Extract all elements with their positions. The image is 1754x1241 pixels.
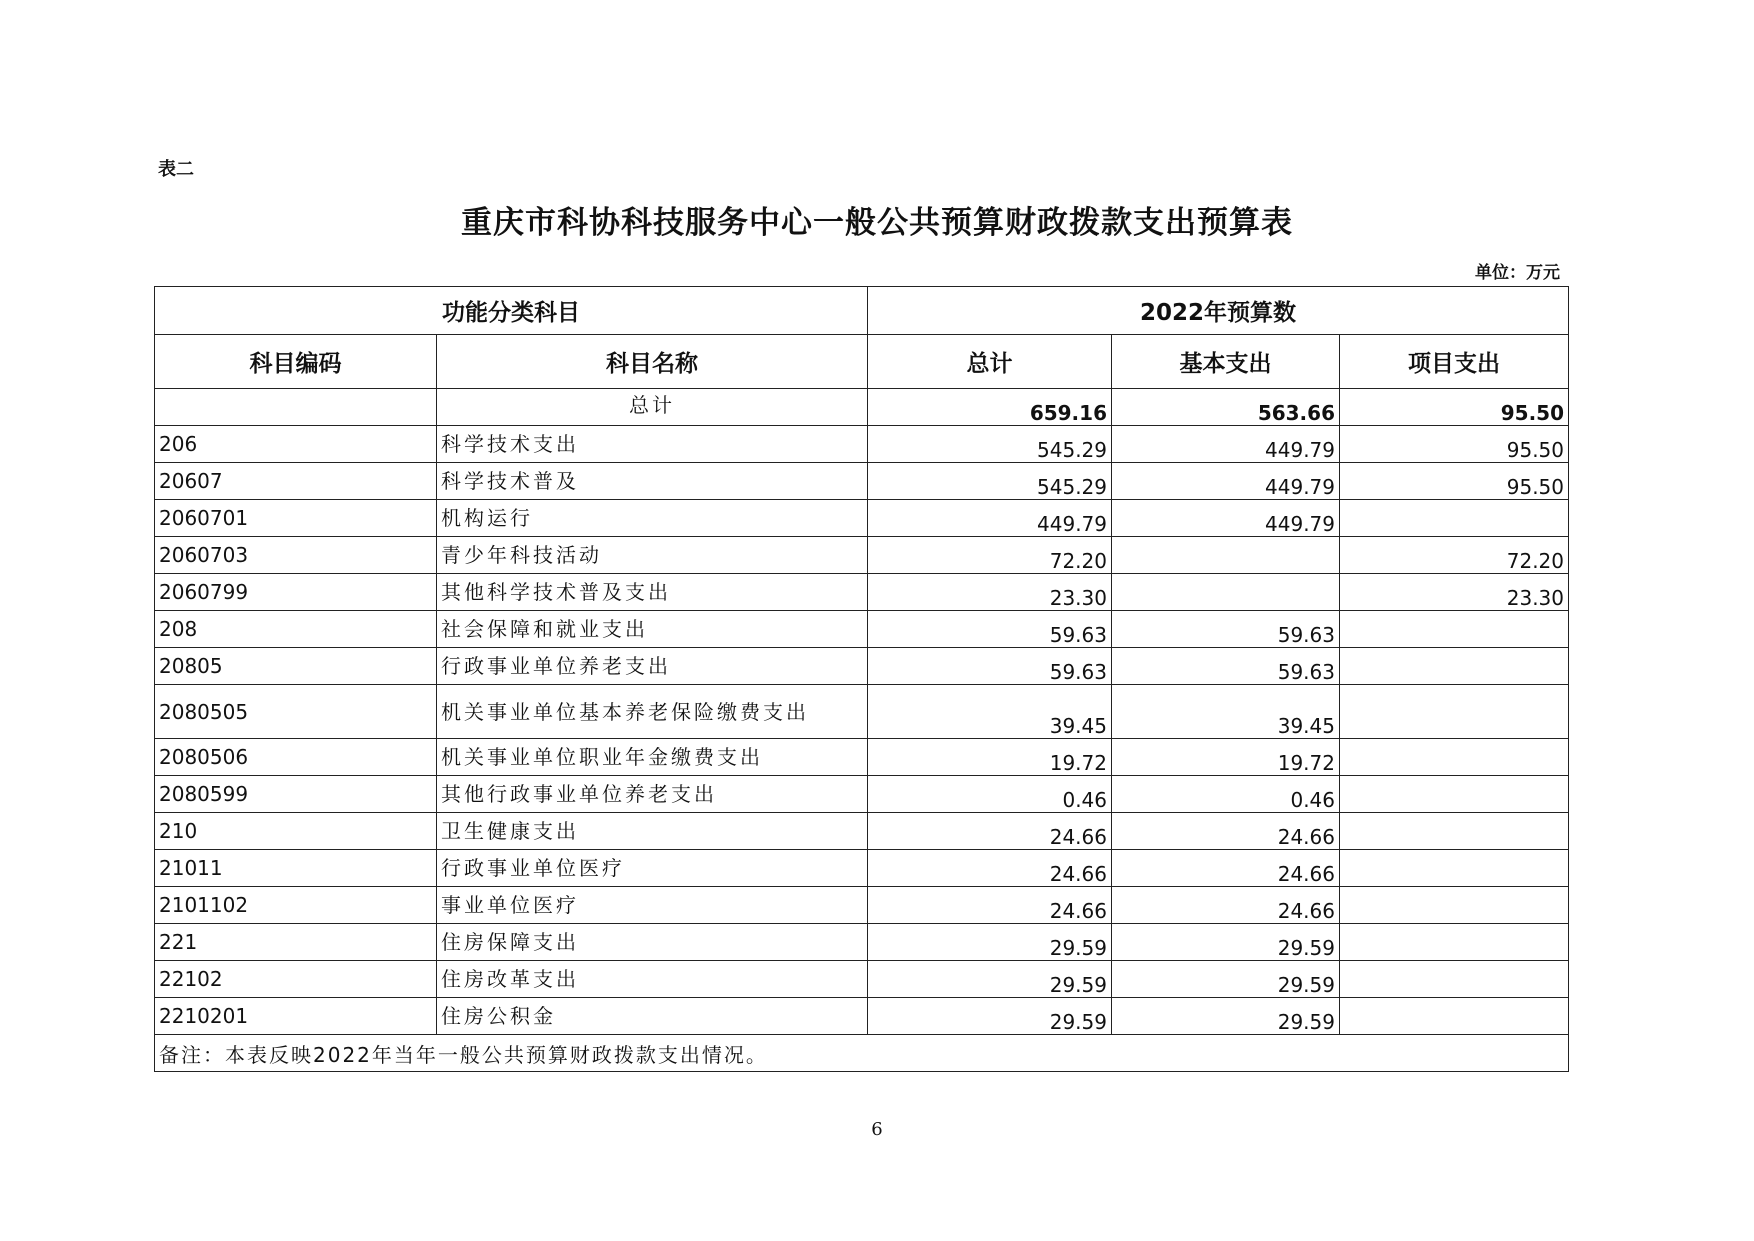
row-project-cell	[1340, 648, 1569, 685]
row-basic-cell: 29.59	[1112, 961, 1340, 998]
table-row	[155, 611, 1569, 648]
row-name-cell: 住房公积金	[437, 998, 868, 1035]
unit-label: 单位：万元	[1475, 263, 1560, 283]
row-basic-cell: 39.45	[1112, 685, 1340, 739]
table-row	[155, 961, 1569, 998]
row-project-cell: 95.50	[1340, 426, 1569, 463]
row-code-cell: 206	[155, 426, 437, 463]
row-name-cell: 其他行政事业单位养老支出	[437, 776, 868, 813]
group-header-row	[155, 287, 1569, 335]
row-code-cell: 20805	[155, 648, 437, 685]
table-row	[155, 776, 1569, 813]
column-header-name: 科目名称	[437, 335, 868, 389]
row-name-cell: 青少年科技活动	[437, 537, 868, 574]
row-project-cell	[1340, 961, 1569, 998]
row-basic-cell: 449.79	[1112, 426, 1340, 463]
row-total-cell: 545.29	[868, 426, 1112, 463]
row-project-cell	[1340, 611, 1569, 648]
row-name-cell: 机关事业单位基本养老保险缴费支出	[437, 685, 868, 739]
row-total-cell: 545.29	[868, 463, 1112, 500]
row-basic-cell: 449.79	[1112, 500, 1340, 537]
row-project-cell: 23.30	[1340, 574, 1569, 611]
table-row	[155, 998, 1569, 1035]
row-name-cell: 行政事业单位养老支出	[437, 648, 868, 685]
total-label: 总计	[437, 389, 868, 426]
table-row	[155, 648, 1569, 685]
row-name-cell: 事业单位医疗	[437, 887, 868, 924]
row-total-cell: 29.59	[868, 961, 1112, 998]
row-project-cell	[1340, 685, 1569, 739]
row-project-cell	[1340, 813, 1569, 850]
table-row	[155, 813, 1569, 850]
column-header-project: 项目支出	[1340, 335, 1569, 389]
row-name-cell: 科学技术支出	[437, 426, 868, 463]
column-header-total: 总计	[868, 335, 1112, 389]
table-row	[155, 685, 1569, 739]
remark-row	[155, 1035, 1569, 1072]
row-basic-cell: 0.46	[1112, 776, 1340, 813]
row-project-cell	[1340, 500, 1569, 537]
row-project-cell: 72.20	[1340, 537, 1569, 574]
row-total-cell: 59.63	[868, 648, 1112, 685]
table-row	[155, 739, 1569, 776]
total-project: 95.50	[1340, 389, 1569, 426]
table-row	[155, 924, 1569, 961]
total-basic: 563.66	[1112, 389, 1340, 426]
row-basic-cell: 24.66	[1112, 813, 1340, 850]
row-code-cell: 20607	[155, 463, 437, 500]
table-row	[155, 463, 1569, 500]
table-row	[155, 574, 1569, 611]
row-total-cell: 24.66	[868, 850, 1112, 887]
row-name-cell: 机关事业单位职业年金缴费支出	[437, 739, 868, 776]
row-name-cell: 其他科学技术普及支出	[437, 574, 868, 611]
row-name-cell: 科学技术普及	[437, 463, 868, 500]
column-header-row	[155, 335, 1569, 389]
row-project-cell	[1340, 739, 1569, 776]
row-total-cell: 24.66	[868, 813, 1112, 850]
column-header-basic: 基本支出	[1112, 335, 1340, 389]
row-total-cell: 24.66	[868, 887, 1112, 924]
row-basic-cell	[1112, 574, 1340, 611]
row-total-cell: 59.63	[868, 611, 1112, 648]
row-name-cell: 住房保障支出	[437, 924, 868, 961]
row-name-cell: 机构运行	[437, 500, 868, 537]
row-code-cell: 22102	[155, 961, 437, 998]
row-total-cell: 29.59	[868, 924, 1112, 961]
row-basic-cell: 24.66	[1112, 887, 1340, 924]
row-project-cell	[1340, 776, 1569, 813]
row-code-cell: 2060799	[155, 574, 437, 611]
row-code-cell: 208	[155, 611, 437, 648]
row-code-cell: 2080506	[155, 739, 437, 776]
row-basic-cell	[1112, 537, 1340, 574]
total-row	[155, 389, 1569, 426]
total-sum: 659.16	[868, 389, 1112, 426]
row-code-cell: 2101102	[155, 887, 437, 924]
table-row	[155, 537, 1569, 574]
row-name-cell: 社会保障和就业支出	[437, 611, 868, 648]
row-total-cell: 23.30	[868, 574, 1112, 611]
table-label: 表二	[158, 159, 194, 180]
row-name-cell: 住房改革支出	[437, 961, 868, 998]
row-project-cell	[1340, 924, 1569, 961]
budget-table	[154, 286, 1569, 1072]
row-total-cell: 72.20	[868, 537, 1112, 574]
row-basic-cell: 19.72	[1112, 739, 1340, 776]
row-code-cell: 2210201	[155, 998, 437, 1035]
row-total-cell: 29.59	[868, 998, 1112, 1035]
row-basic-cell: 59.63	[1112, 648, 1340, 685]
row-total-cell: 19.72	[868, 739, 1112, 776]
table-row	[155, 500, 1569, 537]
row-code-cell: 2060701	[155, 500, 437, 537]
table-row	[155, 426, 1569, 463]
row-basic-cell: 29.59	[1112, 924, 1340, 961]
row-basic-cell: 24.66	[1112, 850, 1340, 887]
total-code-cell	[155, 389, 437, 426]
remark-text: 备注：本表反映2022年当年一般公共预算财政拨款支出情况。	[155, 1035, 1569, 1072]
row-code-cell: 2060703	[155, 537, 437, 574]
row-code-cell: 221	[155, 924, 437, 961]
page-number: 6	[871, 1119, 883, 1140]
document-title: 重庆市科协科技服务中心一般公共预算财政拨款支出预算表	[461, 205, 1293, 241]
row-project-cell: 95.50	[1340, 463, 1569, 500]
row-name-cell: 卫生健康支出	[437, 813, 868, 850]
row-project-cell	[1340, 887, 1569, 924]
row-basic-cell: 59.63	[1112, 611, 1340, 648]
table-row	[155, 887, 1569, 924]
row-code-cell: 2080505	[155, 685, 437, 739]
row-total-cell: 0.46	[868, 776, 1112, 813]
row-basic-cell: 449.79	[1112, 463, 1340, 500]
row-project-cell	[1340, 998, 1569, 1035]
row-total-cell: 449.79	[868, 500, 1112, 537]
row-project-cell	[1340, 850, 1569, 887]
row-name-cell: 行政事业单位医疗	[437, 850, 868, 887]
row-code-cell: 210	[155, 813, 437, 850]
group-header-functional-classification: 功能分类科目	[155, 287, 868, 335]
table-row	[155, 850, 1569, 887]
row-total-cell: 39.45	[868, 685, 1112, 739]
row-basic-cell: 29.59	[1112, 998, 1340, 1035]
group-header-budget-2022: 2022年预算数	[868, 287, 1569, 335]
row-code-cell: 21011	[155, 850, 437, 887]
column-header-code: 科目编码	[155, 335, 437, 389]
row-code-cell: 2080599	[155, 776, 437, 813]
